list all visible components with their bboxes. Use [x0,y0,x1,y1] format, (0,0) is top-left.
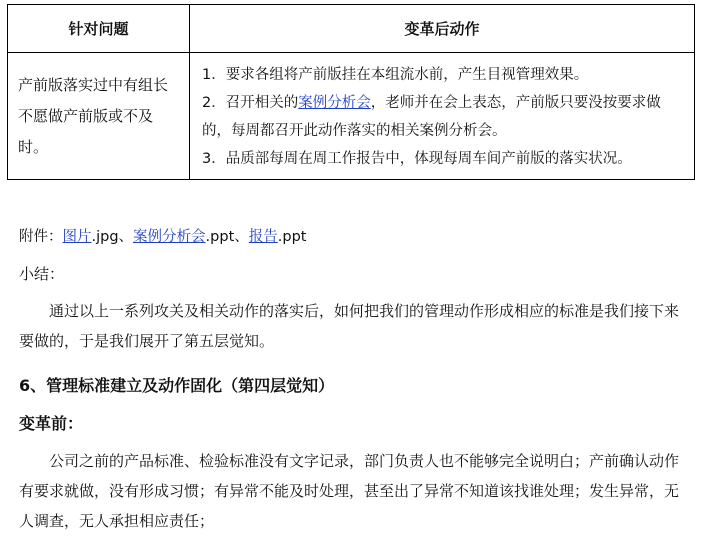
before-change-heading: 变革前： [19,414,84,433]
action-item-1: 1．要求各组将产前版挂在本组流水前，产生目视管理效果。 [202,67,589,83]
case-analysis-link[interactable]: 案例分析会 [298,95,371,111]
attachment-image-ext: .jpg、 [91,229,134,245]
attachments-label: 附件： [19,229,63,245]
attachment-report-link[interactable]: 报告 [248,229,278,245]
attachment-case-link[interactable]: 案例分析会 [133,229,206,245]
section-heading: 6、管理标准建立及动作固化（第四层觉知） [19,376,335,395]
summary-body: 通过以上一系列攻关及相关动作的落实后，如何把我们的管理动作形成相应的标准是我们接下来要做的，于是我们展开了第五层觉知。 [19,302,680,350]
attachment-report-ext: .ppt [277,229,307,245]
before-change-body: 公司之前的产品标准、检验标准没有文字记录，部门负责人也不能够完全说明白；产前确认动作有要求就做，没有形成习惯；有异常不能及时处理，甚至出了异常不知道该找谁处理；发生异常，无人调查，无人承担相应责任； [19,452,680,530]
action-item-2 [202,89,688,145]
summary-label: 小结： [19,265,65,283]
header-action: 变革后动作 [190,5,695,53]
issue-action-table [7,4,695,180]
attachments-line [19,226,306,248]
action-item-3: 3．品质部每周在周工作报告中，体现每周车间产前版的落实状况。 [202,151,632,167]
problem-cell: 产前版落实过中有组长不愿做产前版或不及时。 [8,53,190,180]
action-item-2-prefix: 2．召开相关的 [202,95,299,111]
attachment-case-ext: .ppt、 [205,229,249,245]
attachment-image-link[interactable]: 图片 [62,229,92,245]
action-cell [190,53,695,180]
table-row [8,53,695,180]
table-header-row [8,5,695,53]
header-problem: 针对问题 [8,5,190,53]
action-item-2-suffix: ，老师并在会上表态，产前版只要没按要求做的，每周都召开此动作落实的相关案例分析会。 [202,95,661,139]
